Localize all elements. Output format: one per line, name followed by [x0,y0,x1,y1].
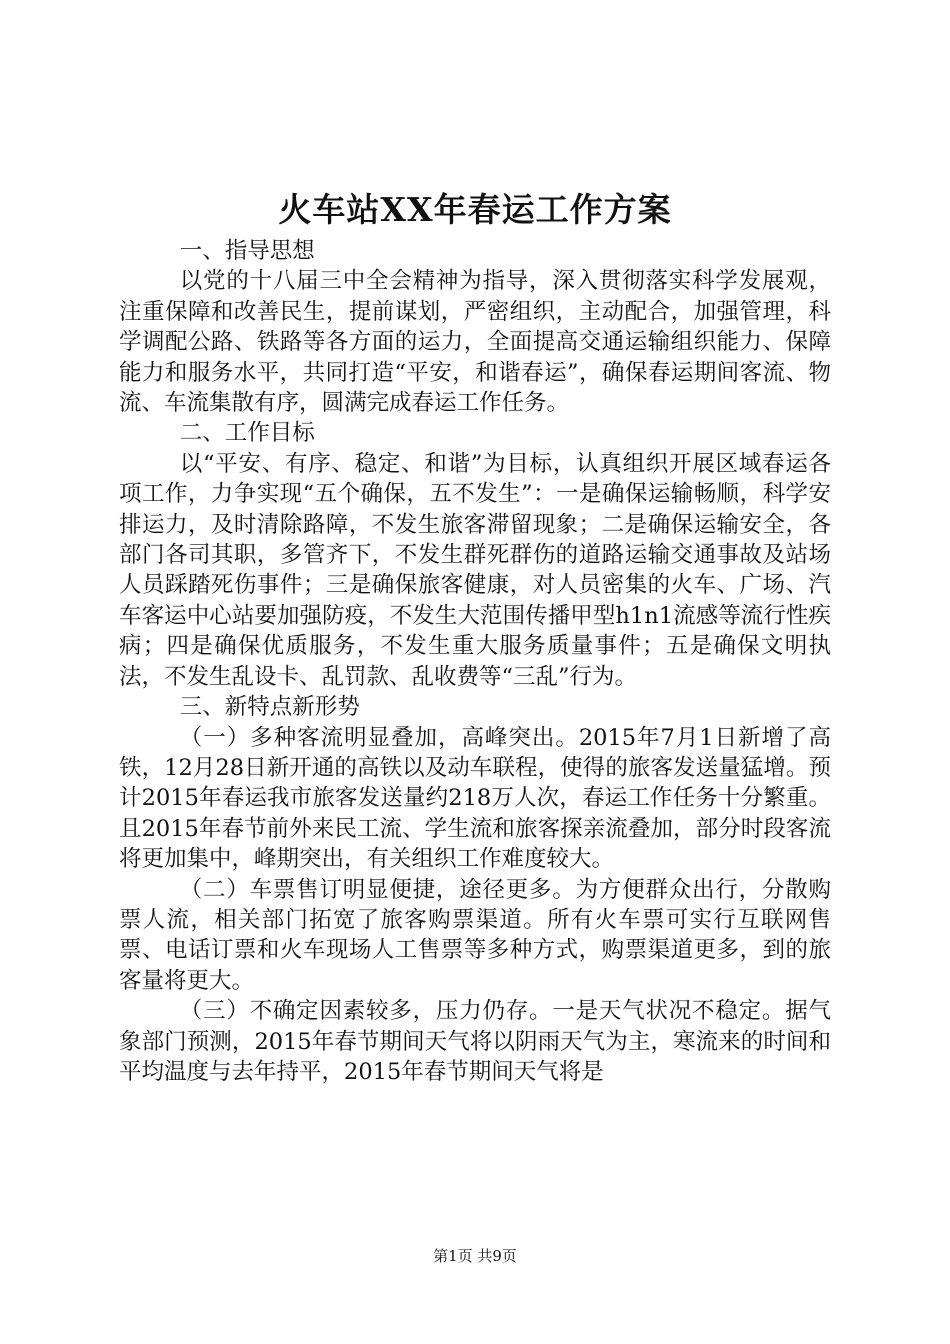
page-number-footer: 第1页 共9页 [433,1247,517,1265]
document-title: 火车站XX年春运工作方案 [278,190,672,229]
document-body [119,236,831,1087]
section-paragraph: 以“平安、有序、稳定、和谐”为目标，认真组织开展区域春运各项工作，力争实现“五个确保，五不发生”：一是确保运输畅顺，科学安排运力，及时清除路障，不发生旅客滞留现象；二是确保运输安全，各部门各司其职，多管齐下，不发生群死群伤的道路运输交通事故及站场人员踩踏死伤事件；三是确保旅客健康，对人员密集的火车、广场、汽车客运中心站要加强防疫，不发生大范围传播甲型h1n1流感等流行性疾病；四是确保优质服务，不发生重大服务质量事件；五是确保文明执法，不发生乱设卡、乱罚款、乱收费等“三乱”行为。 [119,450,831,690]
section-heading: 三、新特点新形势 [179,694,360,721]
section-heading: 二、工作目标 [179,420,315,447]
section-paragraph: （二）车票售订明显便捷，途径更多。为方便群众出行，分散购票人流，相关部门拓宽了旅客购票渠道。所有火车票可实行互联网售票、电话订票和火车现场人工售票等多种方式，购票渠道更多，到的旅客量将更大。 [119,876,831,994]
section-heading: 一、指导思想 [179,238,315,264]
section-paragraph: 以党的十八届三中全会精神为指导，深入贯彻落实科学发展观，注重保障和改善民生，提前谋划，严密组织，主动配合，加强管理，科学调配公路、铁路等各方面的运力，全面提高交通运输组织能力、保障能力和服务水平，共同打造“平安，和谐春运”，确保春运期间客流、物流、车流集散有序，圆满完成春运工作任务。 [119,268,831,417]
section-paragraph: （一）多种客流明显叠加，高峰突出。2015年7月1日新增了高铁，12月28日新开通的高铁以及动车联程，使得的旅客发送量猛增。预计2015年春运我市旅客发送量约218万人次，春运工作任务十分繁重。且2015年春节前外来民工流、学生流和旅客探亲流叠加，部分时段客流将更加集中，峰期突出，有关组织工作难度较大。 [119,724,831,873]
section-paragraph: （三）不确定因素较多，压力仍存。一是天气状况不稳定。据气象部门预测，2015年春节期间天气将以阴雨天气为主，寒流来的时间和平均温度与去年持平，2015年春节期间天气将是 [119,998,831,1085]
